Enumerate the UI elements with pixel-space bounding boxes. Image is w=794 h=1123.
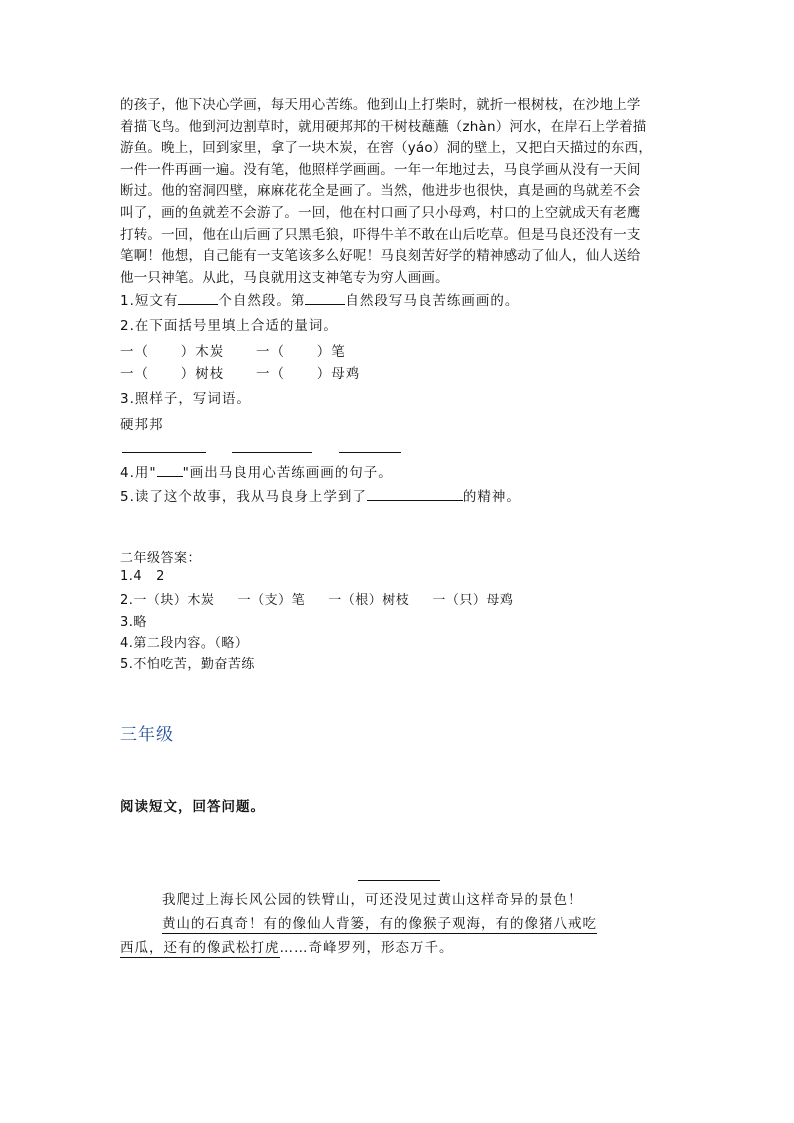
- question-2-row-1: 一（ ）木炭 一（ ）笔: [120, 344, 346, 360]
- question-3-example: 硬邦邦: [120, 417, 164, 433]
- answer-3: 3.略: [120, 615, 147, 630]
- answer-line[interactable]: [339, 452, 401, 453]
- answer-blank[interactable]: [178, 292, 218, 305]
- underlined-sentence: 黄山的石真奇！有的像仙人背篓，有的像猴子观海，有的像猪八戒吃: [162, 916, 597, 932]
- title-blank-line[interactable]: [358, 880, 440, 881]
- underline-sample: [157, 464, 183, 477]
- answers-title: 二年级答案：: [120, 551, 202, 566]
- story-line: 着描飞鸟。他到河边割草时，就用硬邦邦的干树枝蘸蘸（zhàn）河水，在岸石上学着描: [120, 118, 647, 135]
- answer-2: 2.一（块）木炭 一（支）笔 一（根）树枝 一（只）母鸡: [120, 593, 514, 608]
- answer-line[interactable]: [122, 452, 206, 453]
- story-line: 游鱼。晚上，回到家里，拿了一块木炭，在窖（yáo）洞的壁上，又把白天描过的东西，: [120, 140, 653, 157]
- story-line: 打转。一回，他在山后画了只黑毛狼，吓得牛羊不敢在山后吃草。但是马良还没有一支: [120, 226, 641, 243]
- answer-4: 4.第二段内容。（略）: [120, 636, 249, 651]
- question-4: 4.用" "画出马良用心苦练画画的句子。: [120, 465, 393, 481]
- grade3-paragraph-2-line-2: 西瓜，还有的像武松打虎……奇峰罗列，形态万千。: [120, 940, 454, 956]
- story-line: 笔啊！他想，自己能有一支笔该多么好呢！马良刻苦好学的精神感动了仙人，仙人送给: [120, 248, 641, 265]
- question-2-row-2: 一（ ）树枝 一（ ）母鸡: [120, 366, 361, 382]
- question-5: 5.读了这个故事，我从马良身上学到了 的精神。: [120, 489, 521, 505]
- story-line: 的孩子，他下决心学画，每天用心苦练。他到山上打柴时，就折一根树枝，在沙地上学: [120, 97, 641, 113]
- answer-line[interactable]: [232, 452, 312, 453]
- grade3-paragraph-2-line-1: [162, 912, 597, 932]
- story-line: 他一只神笔。从此，马良就用这支神笔专为穷人画画。: [120, 269, 449, 286]
- story-line: 断过。他的窑洞四壁，麻麻花花全是画了。当然，他进步也很快，真是画的鸟就差不会: [120, 183, 641, 200]
- question-3: 3.照样子，写词语。: [120, 391, 251, 407]
- section-heading: 三年级: [120, 725, 174, 745]
- question-2: 2.在下面括号里填上合适的量词。: [120, 318, 338, 334]
- underlined-sentence: 西瓜，还有的像武松打虎: [120, 940, 280, 956]
- story-line: 叫了，画的鱼就差不会游了。一回，他在村口画了只小母鸡，村口的上空就成天有老鹰: [120, 204, 641, 221]
- instruction: 阅读短文，回答问题。: [120, 799, 265, 815]
- answer-blank[interactable]: [305, 292, 345, 305]
- answer-1: 1.4 2: [120, 569, 165, 584]
- grade3-paragraph-1: 我爬过上海长风公园的铁臂山，可还没见过黄山这样奇异的景色！: [162, 892, 583, 908]
- answer-blank[interactable]: [367, 488, 463, 501]
- question-1: 1.短文有 个自然段。第 自然段写马良苦练画画的。: [120, 293, 520, 309]
- story-paragraph: [120, 95, 680, 289]
- answer-5: 5.不怕吃苦，勤奋苦练: [120, 657, 255, 672]
- story-line: 一件一件再画一遍。没有笔，他照样学画画。一年一年地过去，马良学画从没有一天间: [120, 161, 641, 178]
